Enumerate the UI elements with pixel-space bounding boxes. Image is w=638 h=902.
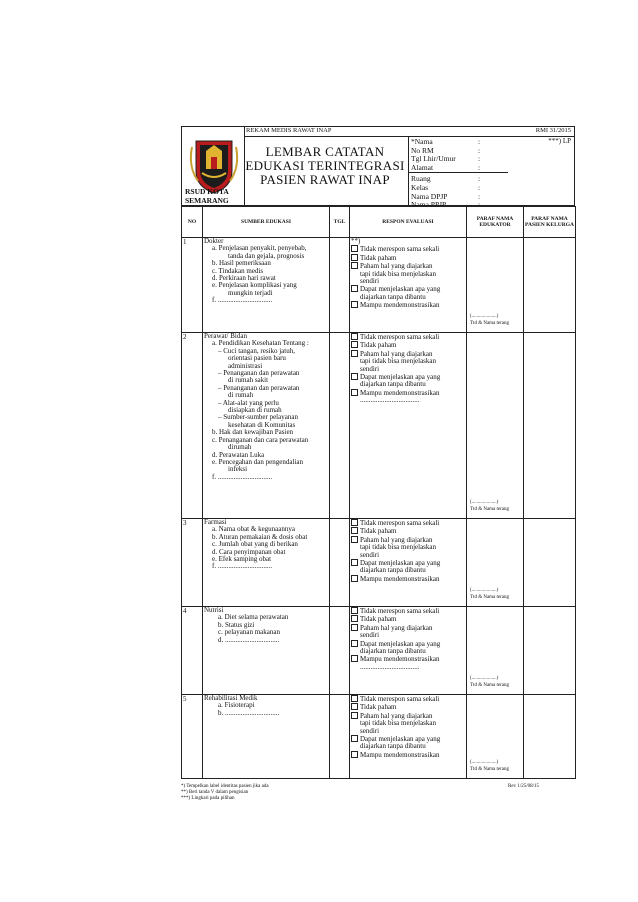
checkbox[interactable] bbox=[351, 254, 358, 261]
field-name: *Nama : bbox=[411, 137, 481, 146]
hospital-name: RSUD KOTA SEMARANG bbox=[185, 187, 229, 205]
col-family-sign: PARAF NAMA PASIEN KELURGA bbox=[524, 207, 576, 238]
source-item: administrasi bbox=[228, 361, 263, 370]
document-title: LEMBAR CATATAN EDUKASI TERINTEGRASI PASIEN RAWAT INAP bbox=[245, 144, 405, 187]
checkbox[interactable] bbox=[351, 519, 358, 526]
source-item: Farmasi bbox=[204, 518, 227, 526]
checkbox[interactable] bbox=[351, 624, 358, 631]
checkbox[interactable] bbox=[351, 341, 358, 348]
response-option: sendiri bbox=[360, 726, 380, 735]
checkbox[interactable] bbox=[351, 695, 358, 702]
source-item: kesehatan di Komunitas bbox=[228, 420, 296, 429]
source-item: a. Nama obat & kegunaannya bbox=[212, 525, 295, 534]
checkbox[interactable] bbox=[351, 527, 358, 534]
response-option: diajarkan tanpa dibantu bbox=[360, 566, 426, 575]
date-cell[interactable] bbox=[330, 333, 350, 519]
sign-blank: (....................) bbox=[470, 314, 499, 319]
patient-identity-fields bbox=[411, 138, 511, 210]
field-room: Ruang : bbox=[411, 174, 481, 184]
source-item: a. Penjelasan penyakit, penyebab, bbox=[212, 244, 307, 253]
response-option: .................................. bbox=[360, 396, 420, 405]
checkbox[interactable] bbox=[351, 640, 358, 647]
source-item: b. Hak dan kewajiban Pasien bbox=[212, 428, 294, 437]
source-item: f. ............................... bbox=[212, 296, 273, 305]
form-sheet bbox=[181, 126, 575, 816]
checkbox[interactable] bbox=[351, 575, 358, 582]
checkbox[interactable] bbox=[351, 262, 358, 269]
source-item: – Sumber-sumber pelayanan bbox=[218, 413, 298, 422]
source-item: Dokter bbox=[204, 237, 224, 245]
response-option: Mampu mendemonstrasikan bbox=[351, 389, 465, 397]
date-cell[interactable] bbox=[330, 519, 350, 607]
checkbox[interactable] bbox=[351, 735, 358, 742]
row-number: 5 bbox=[182, 695, 203, 779]
response-option: Dapat menjelaskan apa yang bbox=[351, 559, 465, 567]
checkbox[interactable] bbox=[351, 333, 358, 340]
source-item: a. Fisioterapi bbox=[218, 701, 255, 710]
checkbox[interactable] bbox=[351, 751, 358, 758]
source-item: d. ............................... bbox=[218, 635, 280, 644]
checkbox[interactable] bbox=[351, 536, 358, 543]
date-cell[interactable] bbox=[330, 238, 350, 333]
form-title: REKAM MEDIS RAWAT INAP bbox=[246, 127, 332, 134]
response-option: Dapat menjelaskan apa yang bbox=[351, 640, 465, 648]
source-item: f. ............................... bbox=[212, 472, 273, 481]
response-cell bbox=[350, 519, 467, 607]
response-option: Mampu mendemonstrasikan bbox=[351, 575, 465, 583]
source-item: e. Efek samping obat bbox=[212, 555, 272, 564]
row-number: 2 bbox=[182, 333, 203, 519]
source-item: di rumah sakit bbox=[228, 376, 269, 385]
source-item: d. Perawatan Luka bbox=[212, 450, 265, 459]
source-item: b. Status gizi bbox=[218, 620, 255, 629]
response-option: diajarkan tanpa dibantu bbox=[360, 742, 426, 751]
form-code: RMI 31/2015 bbox=[535, 127, 571, 134]
source-item: e. Pencegahan dan pengendalian bbox=[212, 457, 303, 466]
educator-sign-cell[interactable] bbox=[467, 519, 524, 607]
response-option: Paham hal yang diajarkan bbox=[351, 262, 465, 270]
checkbox[interactable] bbox=[351, 245, 358, 252]
response-option: Tidak merespon sama sekali bbox=[351, 333, 465, 341]
response-option: .................................. bbox=[360, 662, 420, 671]
response-cell bbox=[350, 607, 467, 695]
response-option: Mampu mendemonstrasikan bbox=[351, 301, 465, 309]
response-option: Dapat menjelaskan apa yang bbox=[351, 373, 465, 381]
source-item: f. ............................... bbox=[212, 562, 273, 571]
sign-label: Ttd & Nama terang bbox=[470, 595, 510, 600]
response-option: Tidak paham bbox=[351, 703, 465, 711]
field-birthdate-age: Tgl Lhir/Umur : bbox=[411, 154, 481, 164]
field-address: Alamat : bbox=[411, 162, 481, 172]
response-note: **) bbox=[351, 237, 361, 245]
row-number: 3 bbox=[182, 519, 203, 607]
response-option: Paham hal yang diajarkan bbox=[351, 624, 465, 632]
checkbox[interactable] bbox=[351, 703, 358, 710]
sign-blank: (....................) bbox=[470, 760, 499, 765]
response-option: sendiri bbox=[360, 364, 380, 373]
sign-blank: (....................) bbox=[470, 676, 499, 681]
source-item: c. Jumlah obat yang di berikan bbox=[212, 540, 298, 549]
checkbox[interactable] bbox=[351, 615, 358, 622]
col-response: RESPON EVALUASI bbox=[350, 207, 467, 238]
response-option: tapi tidak bisa menjelaskan bbox=[360, 357, 437, 366]
table-row bbox=[182, 695, 576, 779]
table-row bbox=[182, 519, 576, 607]
date-cell[interactable] bbox=[330, 695, 350, 779]
response-option: sendiri bbox=[360, 631, 380, 640]
source-item: c. pelayanan makanan bbox=[218, 628, 280, 637]
response-option: Tidak paham bbox=[351, 341, 465, 349]
source-item: a. Diet selama perawatan bbox=[218, 613, 289, 622]
source-item: d. Cara penyimpanan obat bbox=[212, 547, 286, 556]
response-option: Tidak merespon sama sekali bbox=[351, 607, 465, 615]
response-option: tapi tidak bisa menjelaskan bbox=[360, 543, 437, 552]
source-item: c. Penanganan dan cara perawatan bbox=[212, 435, 309, 444]
col-educator-sign: PARAF NAMA EDUKATOR bbox=[467, 207, 524, 238]
table-header-row bbox=[182, 207, 576, 238]
response-option: Paham hal yang diajarkan bbox=[351, 536, 465, 544]
source-item: infeksi bbox=[228, 465, 248, 474]
source-item: orientasi pasien baru bbox=[228, 354, 286, 363]
checkbox[interactable] bbox=[351, 285, 358, 292]
response-option: tapi tidak bisa menjelaskan bbox=[360, 269, 437, 278]
response-option: Tidak paham bbox=[351, 615, 465, 623]
family-sign-cell[interactable] bbox=[524, 695, 576, 779]
corner-mark: ***) LP bbox=[548, 137, 571, 145]
education-table bbox=[181, 206, 576, 779]
checkbox[interactable] bbox=[351, 350, 358, 357]
source-item: e. Penjelasan komplikasi yang bbox=[212, 281, 297, 290]
source-item: c. Tindakan medis bbox=[212, 266, 264, 275]
source-item: b. Hasil pemeriksaan bbox=[212, 259, 271, 268]
source-item: Nutrisi bbox=[204, 606, 224, 614]
response-option: sendiri bbox=[360, 550, 380, 559]
row-number: 4 bbox=[182, 607, 203, 695]
source-item: dirumah bbox=[228, 443, 252, 452]
checkbox[interactable] bbox=[351, 655, 358, 662]
response-option: tapi tidak bisa menjelaskan bbox=[360, 719, 437, 728]
response-option: Tidak merespon sama sekali bbox=[351, 519, 465, 527]
checkbox[interactable] bbox=[351, 301, 358, 308]
response-option: diajarkan tanpa dibantu bbox=[360, 292, 426, 301]
row-number: 1 bbox=[182, 238, 203, 333]
source-item: d. Perkiraan hari rawat bbox=[212, 274, 276, 283]
sign-label: Ttd & Nama terang bbox=[470, 683, 510, 688]
response-option: diajarkan tanpa dibantu bbox=[360, 647, 426, 656]
family-sign-cell[interactable] bbox=[524, 238, 576, 333]
response-option: diajarkan tanpa dibantu bbox=[360, 380, 426, 389]
checkbox[interactable] bbox=[351, 373, 358, 380]
revision-code: Rev 1/25/08/15 bbox=[508, 784, 539, 789]
date-cell[interactable] bbox=[330, 607, 350, 695]
family-sign-cell[interactable] bbox=[524, 333, 576, 519]
footer-notes: *) Tempelkan label identitas pasien jika ada **) Beri tanda V dalam pengisian ***) Lingkari pada pilihan Rev 1/25/08/15 bbox=[181, 784, 539, 801]
checkbox[interactable] bbox=[351, 712, 358, 719]
source-item: Rehabilitasi Medik bbox=[204, 694, 258, 702]
response-option: Paham hal yang diajarkan bbox=[351, 712, 465, 720]
sign-label: Ttd & Nama terang bbox=[470, 507, 510, 512]
response-cell bbox=[350, 238, 467, 333]
response-option: Tidak merespon sama sekali bbox=[351, 245, 465, 253]
sign-label: Ttd & Nama terang bbox=[470, 767, 510, 772]
response-cell bbox=[350, 695, 467, 779]
col-source: SUMBER EDUKASI bbox=[203, 207, 330, 238]
field-dpjp: Nama DPJP : bbox=[411, 191, 481, 201]
form-title-bar bbox=[244, 127, 574, 137]
field-ppjp: Nama PPJP : bbox=[411, 200, 481, 210]
source-item: disiapkan di rumah bbox=[228, 406, 282, 415]
sign-blank: (....................) bbox=[470, 500, 499, 505]
source-item: Perawat/ Bidan bbox=[204, 332, 247, 340]
checkbox[interactable] bbox=[351, 559, 358, 566]
source-item: – Cuci tangan, resiko jatuh, bbox=[218, 346, 295, 355]
checkbox[interactable] bbox=[351, 607, 358, 614]
educator-sign-cell[interactable] bbox=[467, 333, 524, 519]
response-option: Tidak merespon sama sekali bbox=[351, 695, 465, 703]
source-item: b. Aturan pemakaian & dosis obat bbox=[212, 532, 308, 541]
response-option: Mampu mendemonstrasikan bbox=[351, 751, 465, 759]
educator-sign-cell[interactable] bbox=[467, 238, 524, 333]
source-cell bbox=[203, 519, 330, 607]
educator-sign-cell[interactable] bbox=[467, 607, 524, 695]
table-row bbox=[182, 333, 576, 519]
source-item: – Penanganan dan perawatan bbox=[218, 369, 300, 378]
field-class: Kelas : bbox=[411, 182, 481, 192]
sign-blank: (....................) bbox=[470, 588, 499, 593]
form-header bbox=[181, 126, 575, 210]
educator-sign-cell[interactable] bbox=[467, 695, 524, 779]
response-option: Tidak paham bbox=[351, 527, 465, 535]
source-item: tanda dan gejala, prognosis bbox=[228, 251, 305, 260]
response-option: Tidak paham bbox=[351, 254, 465, 262]
table-row bbox=[182, 238, 576, 333]
table-row bbox=[182, 607, 576, 695]
source-item: mungkin terjadi bbox=[228, 288, 273, 297]
source-cell bbox=[203, 333, 330, 519]
source-item: b. ............................... bbox=[218, 708, 280, 717]
col-date: TGL bbox=[330, 207, 350, 238]
col-no: NO bbox=[182, 207, 203, 238]
source-item: – Alat-alat yang perlu bbox=[218, 398, 279, 407]
source-cell bbox=[203, 607, 330, 695]
response-option: Mampu mendemonstrasikan bbox=[351, 655, 465, 663]
checkbox[interactable] bbox=[351, 389, 358, 396]
source-item: a. Pendidikan Kesehatan Tentang : bbox=[212, 339, 309, 348]
source-item: – Penanganan dan perawatan bbox=[218, 383, 300, 392]
source-cell bbox=[203, 695, 330, 779]
field-medical-record: No RM : bbox=[411, 145, 481, 155]
family-sign-cell[interactable] bbox=[524, 519, 576, 607]
source-cell bbox=[203, 238, 330, 333]
response-option: Dapat menjelaskan apa yang bbox=[351, 285, 465, 293]
family-sign-cell[interactable] bbox=[524, 607, 576, 695]
response-cell bbox=[350, 333, 467, 519]
response-option: Paham hal yang diajarkan bbox=[351, 350, 465, 358]
response-option: sendiri bbox=[360, 277, 380, 286]
response-option: Dapat menjelaskan apa yang bbox=[351, 735, 465, 743]
sign-label: Ttd & Nama terang bbox=[470, 321, 510, 326]
source-item: di rumah bbox=[228, 391, 254, 400]
